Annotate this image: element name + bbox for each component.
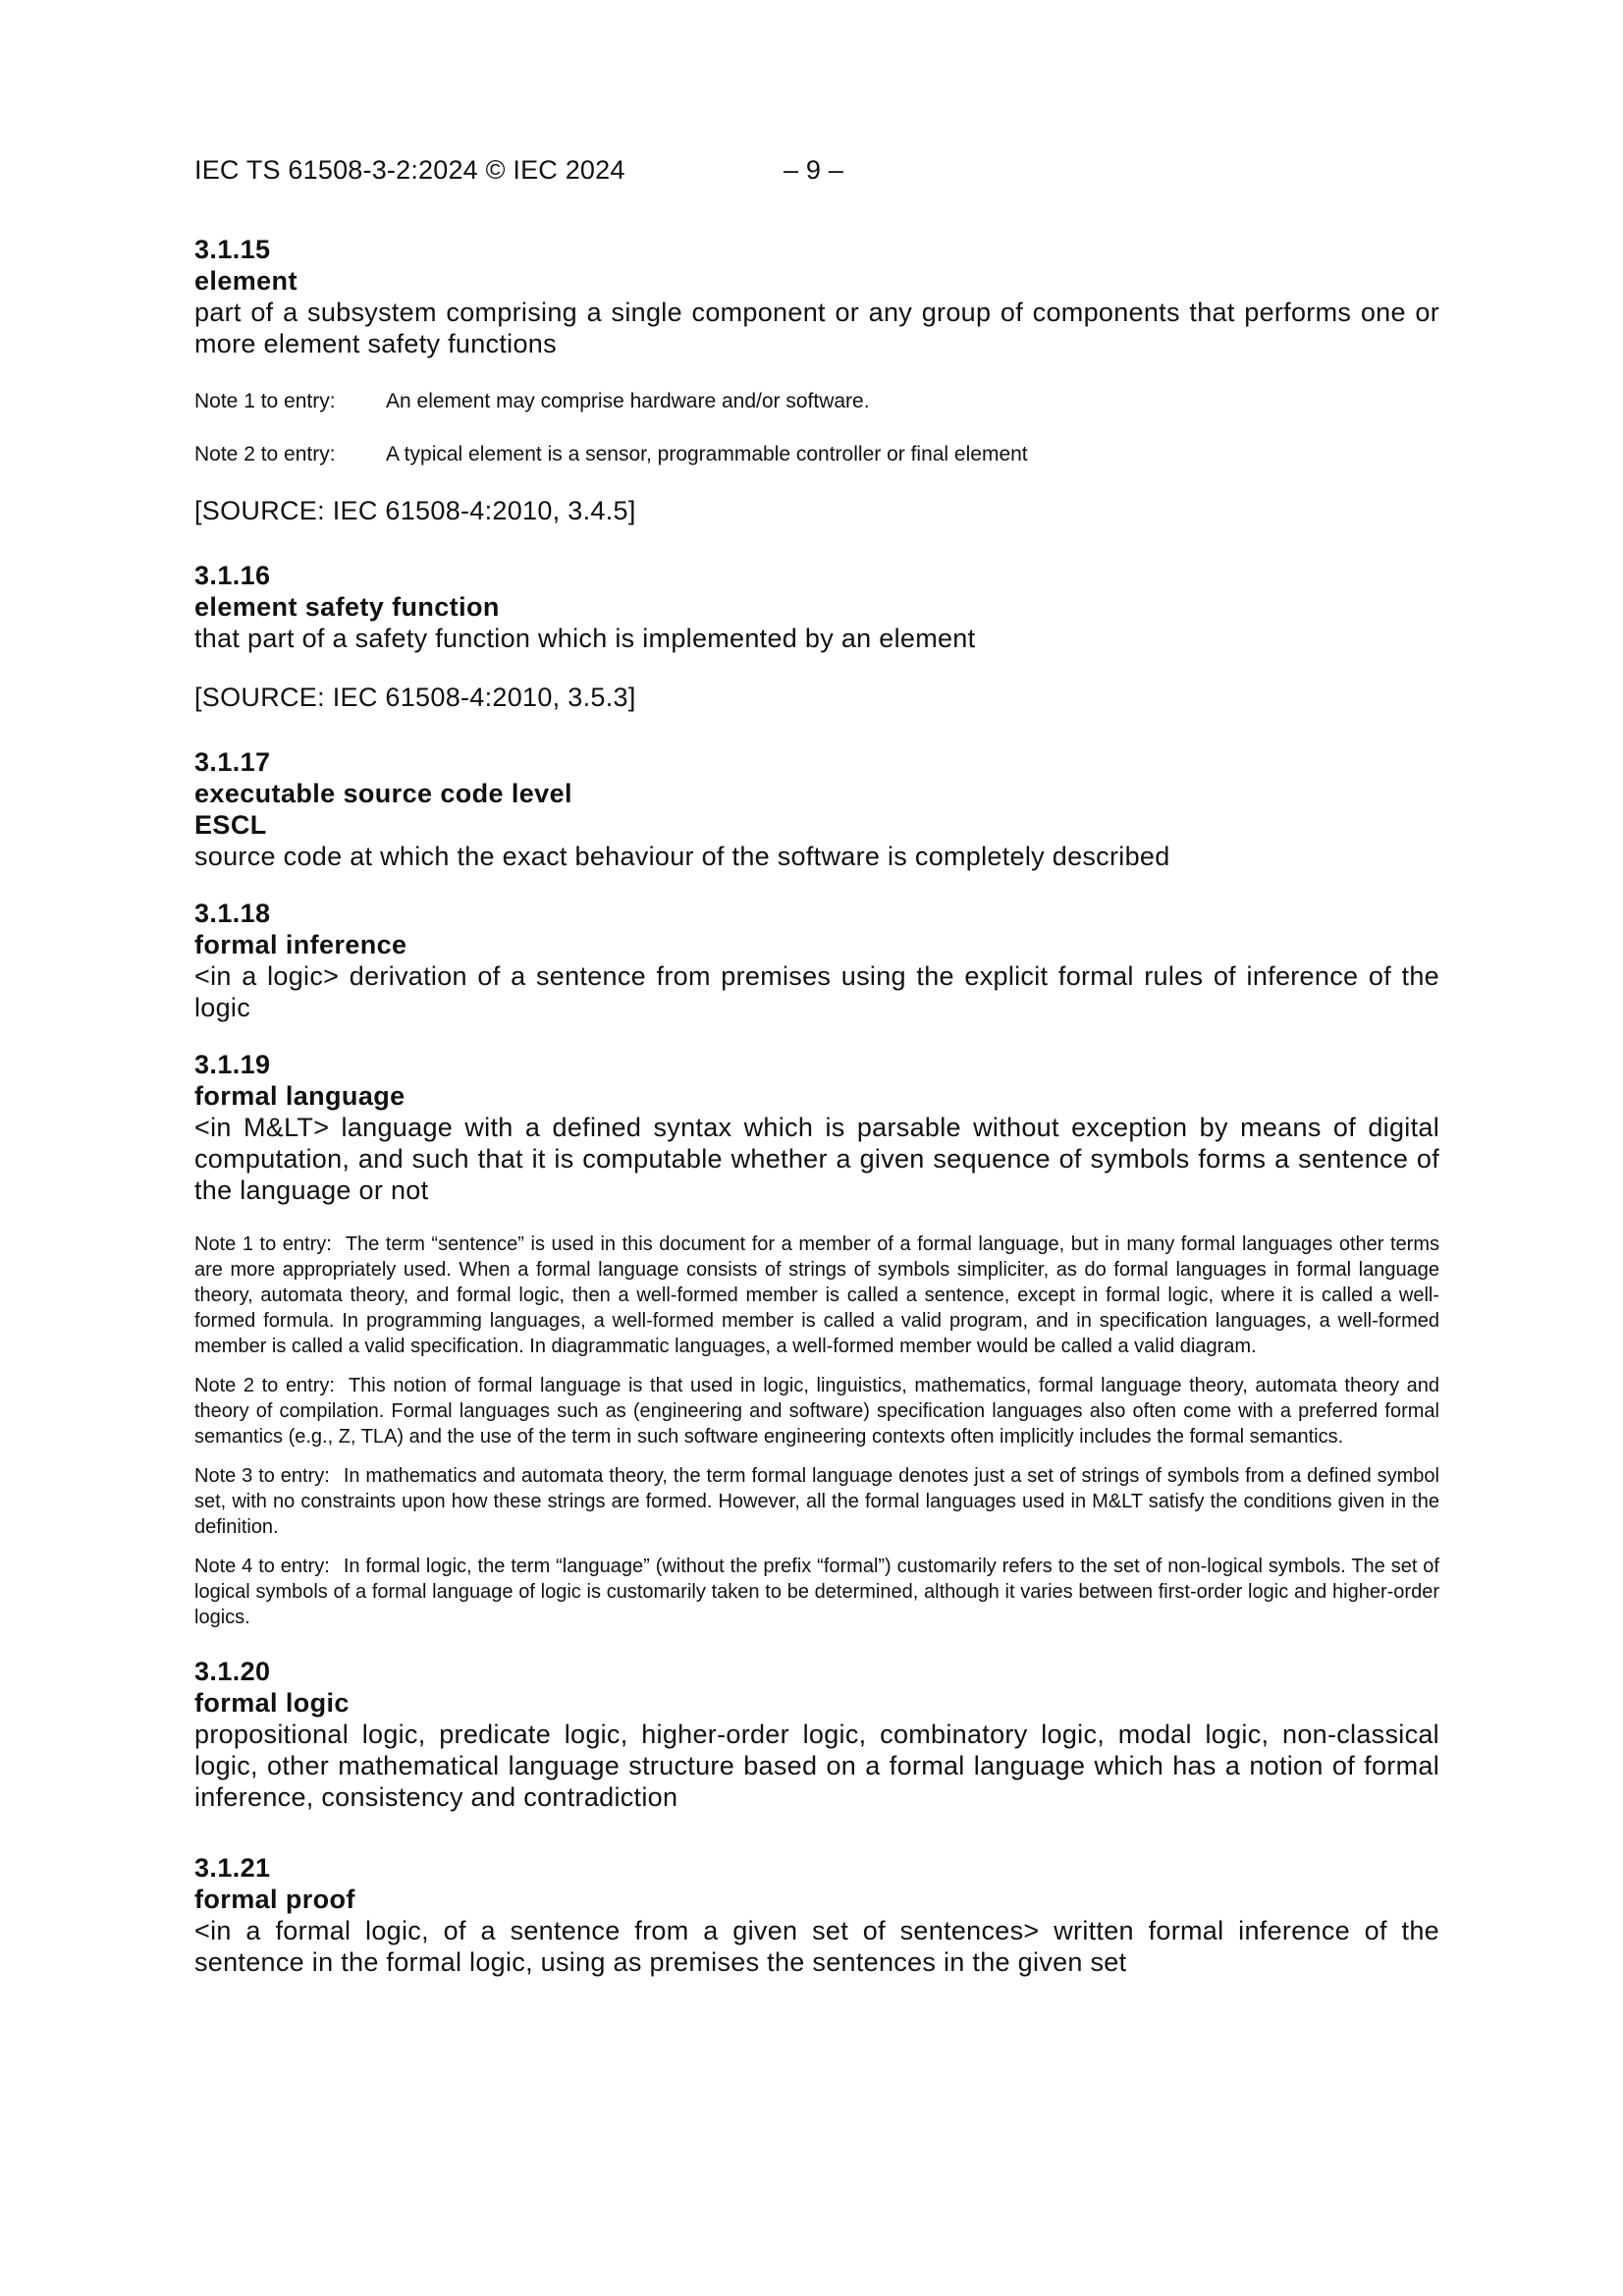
- entry-definition: that part of a safety function which is implemented by an element: [194, 624, 976, 653]
- note-text: The term “sentence” is used in this document for a member of a formal language, but in many formal languages other terms are more appropriately used. When a formal language consists of strings of symbols simpliciter, as do formal languages in formal language theory, automata theory, and formal logic, then a well-formed member is called a sentence, except in formal logic, where it is called a well-formed formula. In programming languages, a well-formed member is called a valid program, and in specification languages, a well-formed member is called a valid specification. In diagrammatic languages, a well-formed member would be called a valid diagram.: [194, 1233, 1439, 1357]
- term-entry: [194, 560, 1439, 713]
- entry-number: 3.1.15: [194, 235, 271, 264]
- entry-definition: <in a formal logic, of a sentence from a given set of sentences> written formal inference of the sentence in the formal logic, using as premises the sentences in the given set: [194, 1916, 1439, 1977]
- terms-section: [194, 234, 1439, 1978]
- note-text: An element may comprise hardware and/or software.: [386, 390, 870, 412]
- entry-term: formal language: [194, 1081, 406, 1111]
- entry-note: [194, 389, 1439, 414]
- entry-number: 3.1.16: [194, 561, 271, 590]
- entry-definition: source code at which the exact behaviour of the software is completely described: [194, 842, 1170, 871]
- term-entry: [194, 1656, 1439, 1813]
- entry-note: [194, 1554, 1439, 1630]
- note-label: Note 1 to entry:: [194, 390, 336, 412]
- note-label: Note 3 to entry:: [194, 1465, 330, 1487]
- entry-definition: <in a logic> derivation of a sentence from premises using the explicit formal rules of inference of the logic: [194, 961, 1439, 1022]
- note-label: Note 2 to entry:: [194, 443, 336, 465]
- page-header: [194, 155, 844, 186]
- page-number: – 9 –: [784, 155, 844, 185]
- entry-number: 3.1.20: [194, 1657, 271, 1686]
- term-entry: [194, 234, 1439, 526]
- entry-abbreviation: ESCL: [194, 810, 267, 840]
- entry-number: 3.1.18: [194, 899, 271, 928]
- entry-term: executable source code level: [194, 779, 572, 808]
- entry-number: 3.1.19: [194, 1050, 271, 1079]
- term-entry: [194, 898, 1439, 1023]
- entry-number: 3.1.17: [194, 747, 271, 777]
- entry-definition: propositional logic, predicate logic, higher-order logic, combinatory logic, modal logic, non-classical logic, other mathematical language structure based on a formal language which has a notion of formal inference, consistency and contradiction: [194, 1720, 1439, 1812]
- note-text: In formal logic, the term “language” (without the prefix “formal”) customarily refers to the set of non-logical symbols. The set of logical symbols of a formal language of logic is customarily taken to be determined, although it varies between first-order logic and higher-order logics.: [194, 1556, 1439, 1628]
- note-text: In mathematics and automata theory, the term formal language denotes just a set of strings of symbols from a defined symbol set, with no constraints upon how these strings are formed. However, all the formal languages used in M&LT satisfy the conditions given in the definition.: [194, 1465, 1439, 1538]
- entry-term: element: [194, 266, 298, 296]
- note-text: A typical element is a sensor, programmable controller or final element: [386, 443, 1028, 465]
- entry-note: [194, 442, 1439, 467]
- standard-reference: IEC TS 61508-3-2:2024 © IEC 2024: [194, 155, 625, 185]
- note-label: Note 1 to entry:: [194, 1233, 332, 1255]
- entry-term: element safety function: [194, 592, 500, 622]
- note-label: Note 4 to entry:: [194, 1556, 330, 1577]
- entry-source: [SOURCE: IEC 61508-4:2010, 3.4.5]: [194, 496, 636, 525]
- entry-source: [SOURCE: IEC 61508-4:2010, 3.5.3]: [194, 683, 636, 712]
- entry-note: [194, 1463, 1439, 1540]
- entry-definition: <in M&LT> language with a defined syntax which is parsable without exception by means of digital computation, and such that it is computable whether a given sequence of symbols forms a sentence of the language or not: [194, 1113, 1439, 1205]
- note-text: This notion of formal language is that used in logic, linguistics, mathematics, formal language theory, automata theory and theory of compilation. Formal languages such as (engineering and software) specification languages also often come with a preferred formal semantics (e.g., Z, TLA) and the use of the term in such software engineering contexts often implicitly includes the formal semantics.: [194, 1375, 1439, 1448]
- entry-definition: part of a subsystem comprising a single component or any group of components that performs one or more element safety functions: [194, 298, 1439, 358]
- term-entry: [194, 1852, 1439, 1978]
- note-label: Note 2 to entry:: [194, 1375, 335, 1396]
- entry-number: 3.1.21: [194, 1853, 271, 1883]
- term-entry: [194, 746, 1439, 872]
- entry-note: [194, 1231, 1439, 1359]
- entry-term: formal proof: [194, 1885, 355, 1914]
- entry-term: formal logic: [194, 1688, 350, 1718]
- entry-term: formal inference: [194, 930, 407, 959]
- entry-note: [194, 1373, 1439, 1449]
- term-entry: [194, 1049, 1439, 1630]
